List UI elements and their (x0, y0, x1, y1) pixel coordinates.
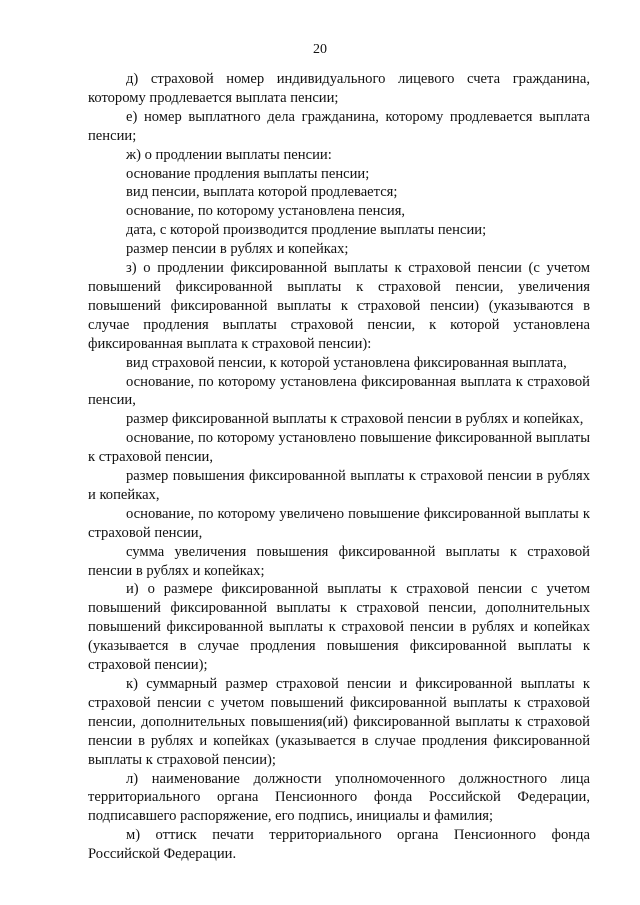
document-body (88, 70, 590, 864)
paragraph-zh-pension-extension: ж) о продлении выплаты пенсии: (126, 146, 332, 163)
paragraph-d-snils: д) страховой номер индивидуального лицевого счета гражданина, которому продлевается выплата пенсии; (88, 71, 590, 106)
list-item: основание продления выплаты пенсии; (126, 165, 370, 182)
list-item: основание, по которому установлено повышение фиксированной выплаты к страховой пенсии, (88, 430, 590, 466)
list-item: размер повышения фиксированной выплаты к страховой пенсии в рублях и копейках, (88, 468, 590, 503)
list-item: основание, по которому установлена фиксированная выплата к страховой пенсии, (88, 373, 590, 409)
paragraph-l-official-position: л) наименование должности уполномоченного должностного лица территориального органа Пенсионного фонда Российской Федерации, подписавшего распоряжение, его подпись, инициалы и фамилия; (88, 770, 590, 825)
paragraph-m-seal-impression: м) оттиск печати территориального органа Пенсионного фонда Российской Федерации. (88, 827, 590, 863)
paragraph-z-fixed-payment-extension: з) о продлении фиксированной выплаты к страховой пенсии (с учетом повышений фиксированной выплаты к страховой пенсии, увеличения повышений фиксированной выплаты к страховой пенсии) (указываются в случае продления выплаты страховой пенсии, к которой установлена фиксированная выплата к страховой пенсии): (88, 260, 590, 352)
list-item: размер пенсии в рублях и копейках; (126, 241, 349, 258)
list-item: основание, по которому установлена пенсия, (126, 203, 406, 220)
list-item: основание, по которому увеличено повышение фиксированной выплаты к страховой пенсии, (88, 505, 590, 541)
paragraph-i-fixed-payment-size: и) о размере фиксированной выплаты к страховой пенсии с учетом повышений фиксированной выплаты к страховой пенсии, дополнительных повышений фиксированной выплаты к страховой пенсии в рублях и копейках (указывается в случае продления повышения фиксированной выплаты к страховой пенсии); (88, 581, 590, 674)
paragraph-e-case-number: е) номер выплатного дела гражданина, которому продлевается выплата пенсии; (88, 108, 590, 144)
list-item: вид страховой пенсии, к которой установлена фиксированная выплата, (126, 354, 567, 371)
list-item: размер фиксированной выплаты к страховой пенсии в рублях и копейках, (126, 411, 584, 428)
list-item: вид пенсии, выплата которой продлевается; (126, 184, 398, 201)
paragraph-k-total-amount: к) суммарный размер страховой пенсии и фиксированной выплаты к страховой пенсии с учетом повышений фиксированной выплаты к страховой пенсии, дополнительных повышения(ий) фиксированной выплаты к страховой пенсии в рублях и копейках (указывается в случае продления фиксированной выплаты к страховой пенсии); (88, 676, 590, 768)
list-item: сумма увеличения повышения фиксированной выплаты к страховой пенсии в рублях и копейках; (88, 543, 590, 579)
page-number: 20 (313, 42, 327, 57)
list-item: дата, с которой производится продление выплаты пенсии; (126, 222, 487, 239)
